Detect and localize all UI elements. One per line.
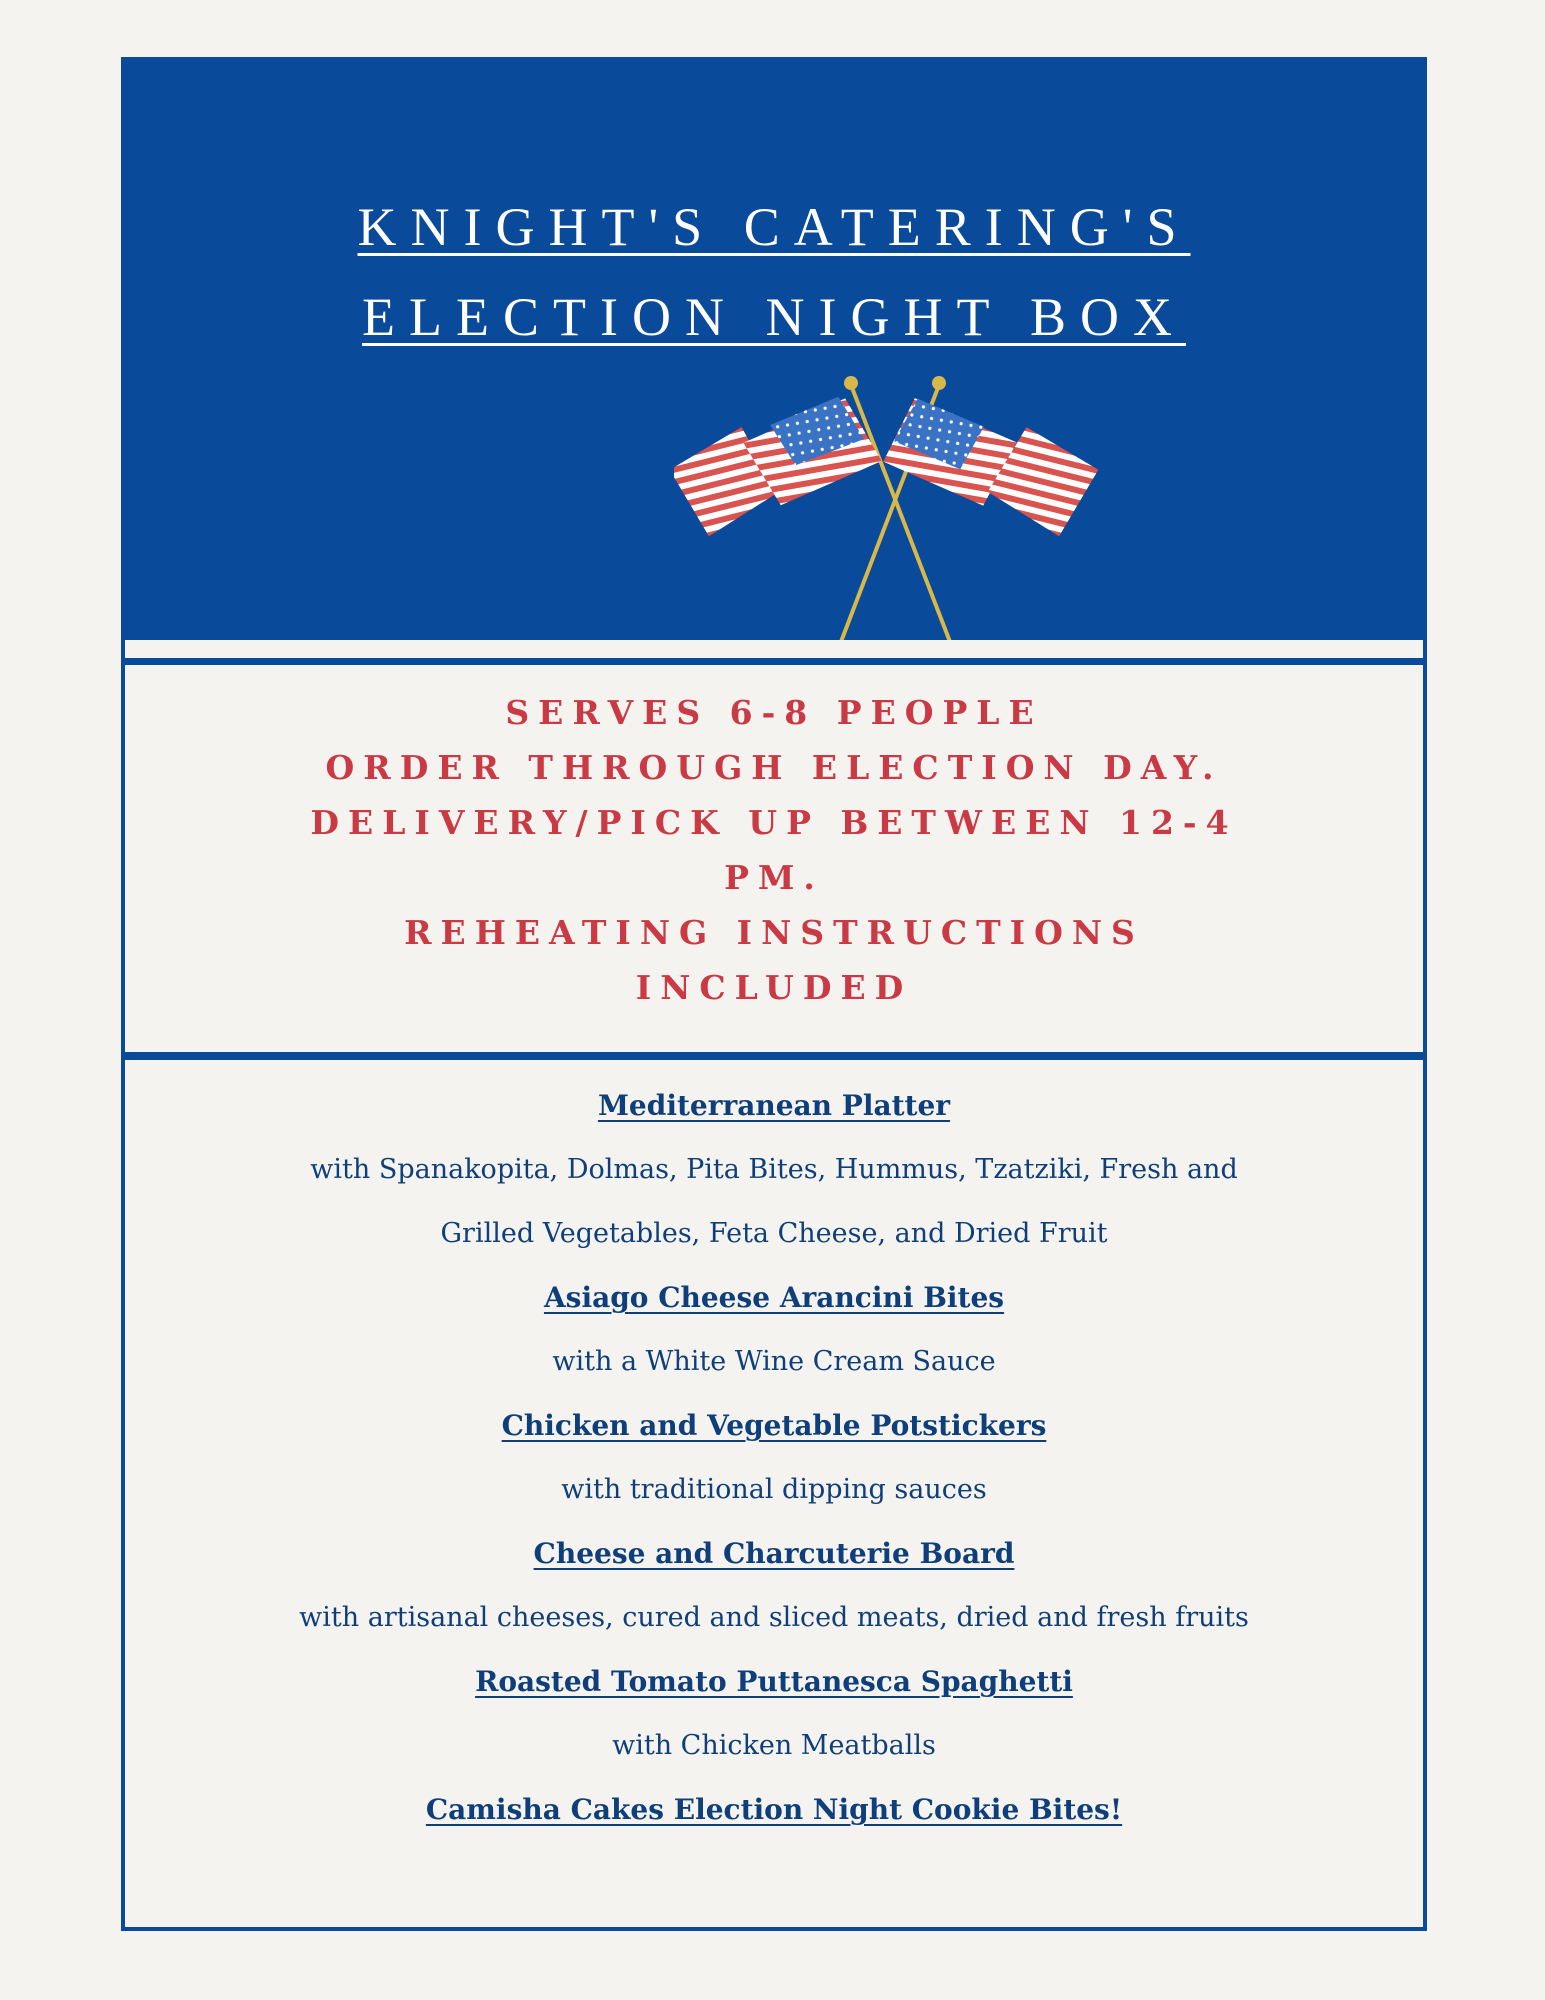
title-line-2: ELECTION NIGHT BOX: [362, 287, 1186, 347]
menu-item-name: Camisha Cakes Election Night Cookie Bites!: [425, 1793, 1123, 1826]
menu-item-name: Mediterranean Platter: [597, 1089, 951, 1122]
info-line-reheating: REHEATING INSTRUCTIONS: [404, 913, 1144, 952]
menu-item-description: with Chicken Meatballs: [612, 1730, 936, 1761]
info-line-serves: SERVES 6-8 PEOPLE: [505, 693, 1043, 732]
menu-item-description: with a White Wine Cream Sauce: [552, 1346, 996, 1377]
crossed-american-flags-icon: [674, 367, 1114, 657]
menu-item-name: Roasted Tomato Puttanesca Spaghetti: [475, 1665, 1073, 1698]
menu-item-name: Chicken and Vegetable Potstickers: [501, 1409, 1047, 1442]
page-title: [121, 182, 1427, 362]
menu-item-name: Asiago Cheese Arancini Bites: [543, 1281, 1005, 1314]
info-line-order: ORDER THROUGH ELECTION DAY.: [325, 748, 1223, 787]
menu-box: [125, 1060, 1423, 1927]
divider-strip: [125, 640, 1423, 658]
menu-item-description: with Spanakopita, Dolmas, Pita Bites, Hummus, Tzatziki, Fresh and Grilled Vegetables, Feta Cheese, and Dried Fruit: [310, 1154, 1238, 1249]
header-banner: [121, 57, 1427, 637]
menu-list: [125, 1074, 1423, 1842]
menu-item-name: Cheese and Charcuterie Board: [533, 1537, 1015, 1570]
title-line-1: KNIGHT'S CATERING'S: [357, 197, 1191, 257]
info-box: [125, 665, 1423, 1052]
menu-item-description: with artisanal cheeses, cured and sliced meats, dried and fresh fruits: [299, 1602, 1249, 1633]
order-info: [125, 685, 1423, 1015]
info-line-delivery-time: PM.: [724, 858, 824, 897]
info-line-delivery: DELIVERY/PICK UP BETWEEN 12-4: [310, 803, 1238, 842]
menu-item-description: with traditional dipping sauces: [561, 1474, 987, 1505]
info-line-included: INCLUDED: [635, 968, 913, 1007]
